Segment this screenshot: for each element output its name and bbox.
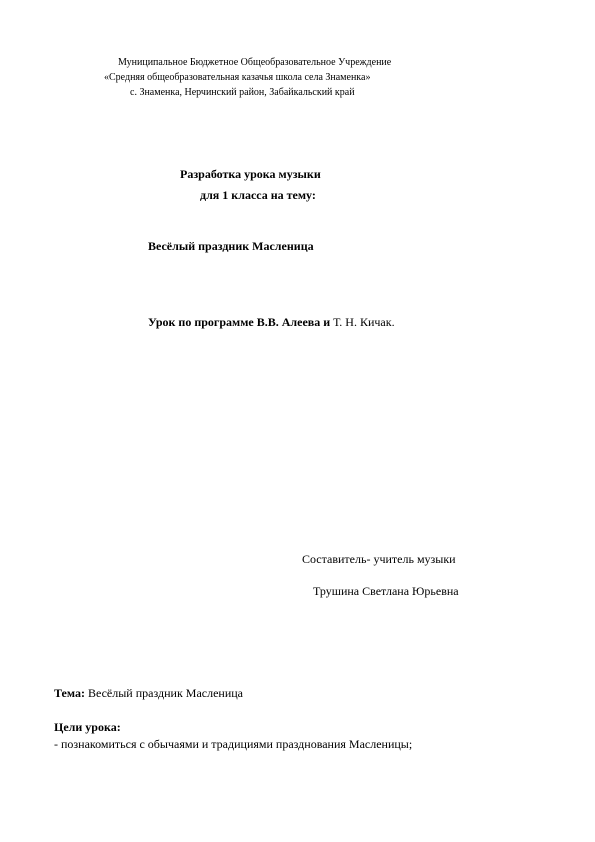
lesson-title-line-1: Разработка урока музыки	[180, 167, 321, 181]
goal-item-1: - познакомиться с обычаями и традициями празднования Масленицы;	[54, 737, 413, 751]
theme-label: Тема:	[54, 686, 85, 700]
school-address-line: с. Знаменка, Нерчинский район, Забайкальский край	[130, 87, 355, 98]
program-coauthor: Т. Н. Кичак.	[333, 315, 395, 329]
school-type-line: «Средняя общеобразовательная казачья школа села Знаменка»	[104, 72, 371, 83]
goals-heading: Цели урока:	[54, 720, 121, 734]
school-name-line: Муниципальное Бюджетное Общеобразовательное Учреждение	[118, 57, 392, 68]
lesson-topic: Весёлый праздник Масленица	[148, 239, 314, 253]
theme-line	[54, 687, 243, 699]
theme-value: Весёлый праздник Масленица	[87, 686, 244, 700]
author-name: Трушина Светлана Юрьевна	[313, 584, 459, 598]
author-role: Составитель- учитель музыки	[302, 552, 456, 566]
program-line	[148, 316, 395, 328]
program-authors: Урок по программе В.В. Алеева и	[148, 315, 334, 329]
lesson-title-line-2: для 1 класса на тему:	[200, 188, 316, 202]
